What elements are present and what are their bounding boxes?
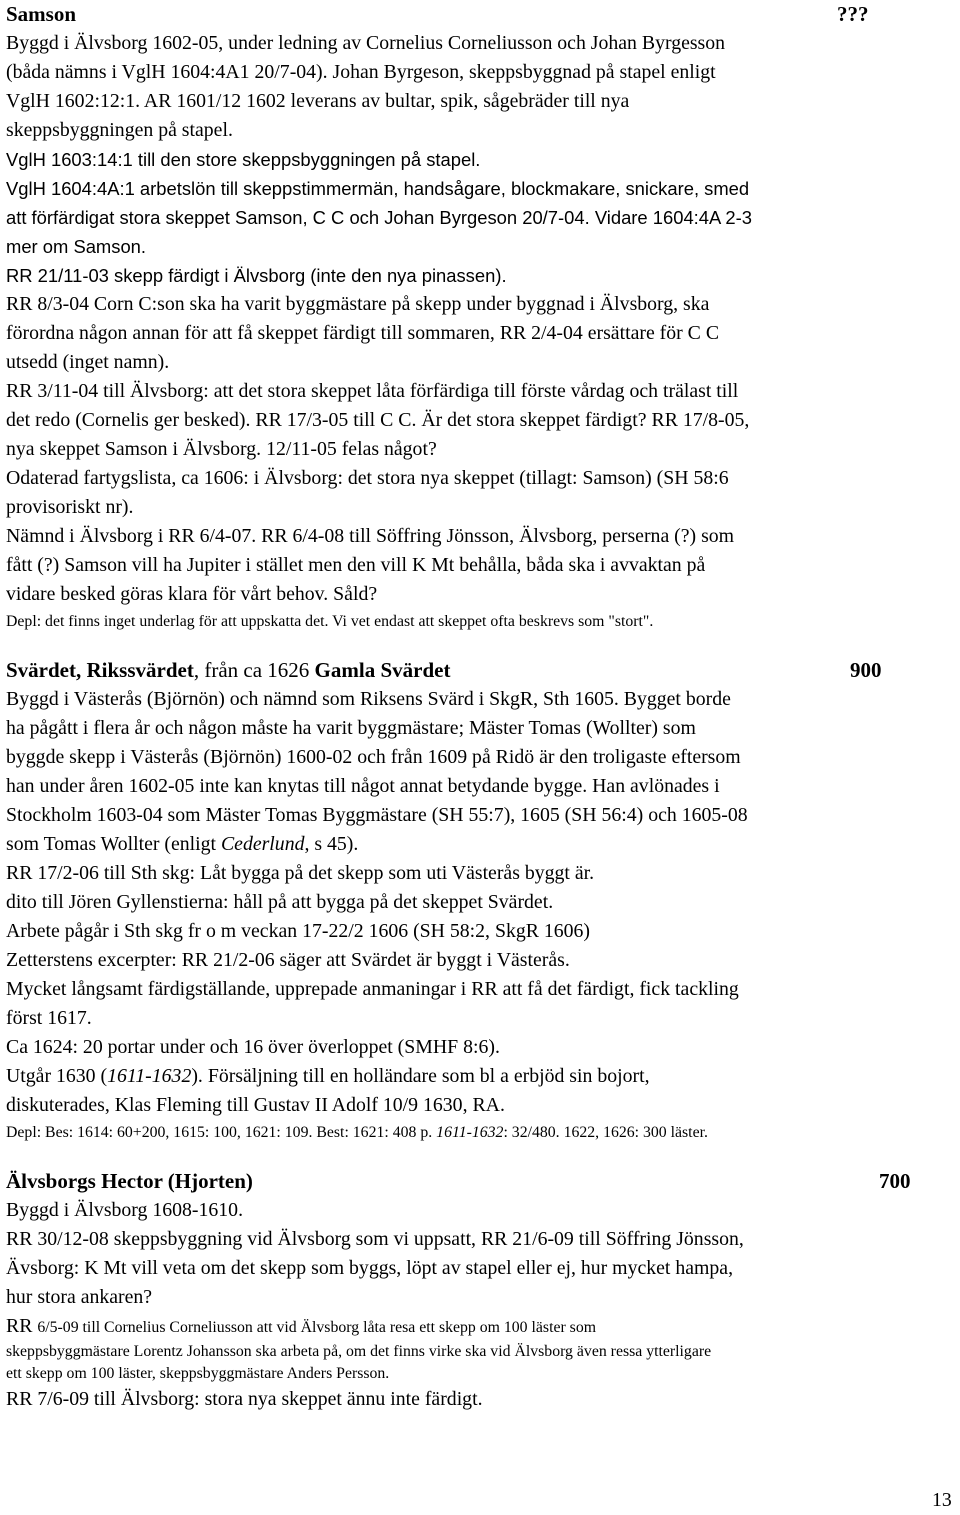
svardet-body (6, 685, 956, 1145)
text-line: Zetterstens excerpter: RR 21/2-06 säger att Svärdet är byggt i Västerås. (6, 949, 570, 971)
text-span: Utgår 1630 ( (6, 1065, 108, 1087)
section-heading-hector (6, 1167, 956, 1196)
text-line: Arbete pågår i Sth skg fr o m veckan 17-22/2 1606 (SH 58:2, SkgR 1606) (6, 920, 591, 942)
text-line: det redo (Cornelis ger besked). RR 17/3-05 till C C. Är det stora skeppet färdigt? RR 17/8-05, (6, 409, 750, 431)
text-line: RR 17/2-06 till Sth skg: Låt bygga på det skepp som uti Västerås byggt är. (6, 862, 595, 884)
text-line: Byggd i Älvsborg 1602-05, under ledning av Cornelius Corneliusson och Johan Byrgesson (6, 32, 726, 54)
text-span: : 32/480. 1622, 1626: 300 läster. (503, 1124, 708, 1141)
svardet-title-alt: Gamla Svärdet (314, 658, 451, 682)
text-line: utsedd (inget namn). (6, 351, 170, 373)
samson-marker: ??? (837, 2, 869, 26)
section-gap (6, 634, 956, 656)
text-line: fått (?) Samson vill ha Jupiter i stället men den vill K Mt behålla, båda ska i avvaktan på (6, 554, 706, 576)
text-line: Nämnd i Älvsborg i RR 6/4-07. RR 6/4-08 till Söffring Jönsson, Älvsborg, perserna (?) som (6, 525, 735, 547)
text-line: att förfärdigat stora skeppet Samson, C C och Johan Byrgeson 20/7-04. Vidare 1604:4A 2-3 (6, 207, 752, 228)
citation-1611-1632: 1611-1632 (436, 1124, 504, 1141)
text-line (6, 830, 956, 859)
text-line: dito till Jören Gyllenstierna: håll på att bygga på det skeppet Svärdet. (6, 891, 554, 913)
page-number: 13 (932, 1489, 952, 1511)
svardet-number: 900 (850, 658, 882, 682)
text-line: mer om Samson. (6, 236, 147, 257)
document-page (6, 0, 956, 1414)
text-line: först 1617. (6, 1007, 92, 1029)
text-span: som Tomas Wollter (enligt (6, 833, 221, 855)
text-line: RR 7/6-09 till Älvsborg: stora nya skeppet ännu inte färdigt. (6, 1388, 483, 1410)
text-line: Mycket långsamt färdigställande, upprepade anmaningar i RR att få det färdigt, fick tackling (6, 978, 739, 1000)
hector-title: Älvsborgs Hector (Hjorten) (6, 1169, 253, 1193)
text-line: Ävsborg: K Mt vill veta om det skepp som byggs, löpt av stapel eller ej, hur mycket hampa, (6, 1257, 734, 1279)
text-line: byggde skepp i Västerås (Björnön) 1600-02 och från 1609 på Ridö är den troligaste eftersom (6, 746, 741, 768)
text-span: ). Försäljning till en holländare som bl a erbjöd sin bojort, (191, 1065, 650, 1087)
text-line: VglH 1604:4A:1 arbetslön till skeppstimmermän, handsågare, blockmakare, snickare, smed (6, 178, 750, 199)
text-line: RR 8/3-04 Corn C:son ska ha varit byggmästare på skepp under byggnad i Älvsborg, ska (6, 293, 710, 315)
text-line: Byggd i Älvsborg 1608-1610. (6, 1199, 244, 1221)
text-line: förordna någon annan för att få skeppet färdigt till sommaren, RR 2/4-04 ersättare för C C (6, 322, 720, 344)
text-span: 6/5-09 till Cornelius Corneliusson att vid Älvsborg låta resa ett skepp om 100 läster som (37, 1319, 597, 1336)
text-line: nya skeppet Samson i Älvsborg. 12/11-05 felas något? (6, 438, 437, 460)
text-line: (båda nämns i VglH 1604:4A1 20/7-04). Johan Byrgeson, skeppsbyggnad på stapel enligt (6, 61, 716, 83)
text-line: Byggd i Västerås (Björnön) och nämnd som Riksens Svärd i SkgR, Sth 1605. Bygget borde (6, 688, 731, 710)
svardet-title-connector: , från ca 1626 (193, 658, 315, 682)
citation-1611-1632: 1611-1632 (107, 1065, 192, 1087)
text-line (6, 1312, 956, 1341)
hector-number: 700 (879, 1169, 911, 1193)
text-line: Ca 1624: 20 portar under och 16 över överloppet (SMHF 8:6). (6, 1036, 500, 1058)
text-line: RR 21/11-03 skepp färdigt i Älvsborg (inte den nya pinassen). (6, 265, 507, 286)
text-line: Odaterad fartygslista, ca 1606: i Älvsborg: det stora nya skeppet (tillagt: Samson) (SH 58:6 (6, 467, 729, 489)
svardet-title: Svärdet, Rikssvärdet (6, 658, 194, 682)
text-span: Depl: Bes: 1614: 60+200, 1615: 100, 1621: 109. Best: 1621: 408 p. (6, 1124, 437, 1141)
text-line: VglH 1602:12:1. AR 1601/12 1602 leverans av bultar, spik, sågebräder till nya (6, 90, 630, 112)
text-line: skeppsbyggmästare Lorentz Johansson ska arbeta på, om det finns virke ska vid Älvsborg även ressa ytterligare (6, 1343, 712, 1360)
text-line: vidare besked göras klara för vårt behov. Såld? (6, 583, 378, 605)
samson-title: Samson (6, 2, 77, 26)
text-span: RR (6, 1315, 38, 1337)
text-line: skeppsbyggningen på stapel. (6, 119, 233, 141)
section-gap (6, 1145, 956, 1167)
citation-cederlund: Cederlund (220, 833, 305, 855)
text-line: ett skepp om 100 läster, skeppsbyggmästare Anders Persson. (6, 1365, 390, 1382)
text-line: Stockholm 1603-04 som Mäster Tomas Byggmästare (SH 55:7), 1605 (SH 56:4) och 1605-08 (6, 804, 748, 826)
hector-body (6, 1196, 956, 1414)
samson-displacement-note: Depl: det finns inget underlag för att uppskatta det. Vi vet endast att skeppet ofta beskrevs som "stort". (6, 613, 654, 630)
text-line: RR 30/12-08 skeppsbyggning vid Älvsborg som vi uppsatt, RR 21/6-09 till Söffring Jönsson, (6, 1228, 744, 1250)
text-line: VglH 1603:14:1 till den store skeppsbyggningen på stapel. (6, 149, 481, 170)
svardet-displacement-note (6, 1120, 956, 1145)
text-line: diskuterades, Klas Fleming till Gustav II Adolf 10/9 1630, RA. (6, 1094, 505, 1116)
text-span: , s 45). (304, 833, 359, 855)
text-line: provisoriskt nr). (6, 496, 134, 518)
text-line: RR 3/11-04 till Älvsborg: att det stora skeppet låta förfärdiga till förste vårdag och trälast till (6, 380, 739, 402)
text-line: han under åren 1602-05 inte kan knytas till något annat betydande bygge. Han avlönades i (6, 775, 720, 797)
text-line: hur stora ankaren? (6, 1286, 153, 1308)
text-line: ha pågått i flera år och någon måste ha varit byggmästare; Mäster Tomas (Wollter) som (6, 717, 696, 739)
samson-body (6, 29, 956, 634)
section-heading-svardet (6, 656, 956, 685)
section-heading-samson (6, 0, 956, 29)
text-line (6, 1062, 956, 1091)
